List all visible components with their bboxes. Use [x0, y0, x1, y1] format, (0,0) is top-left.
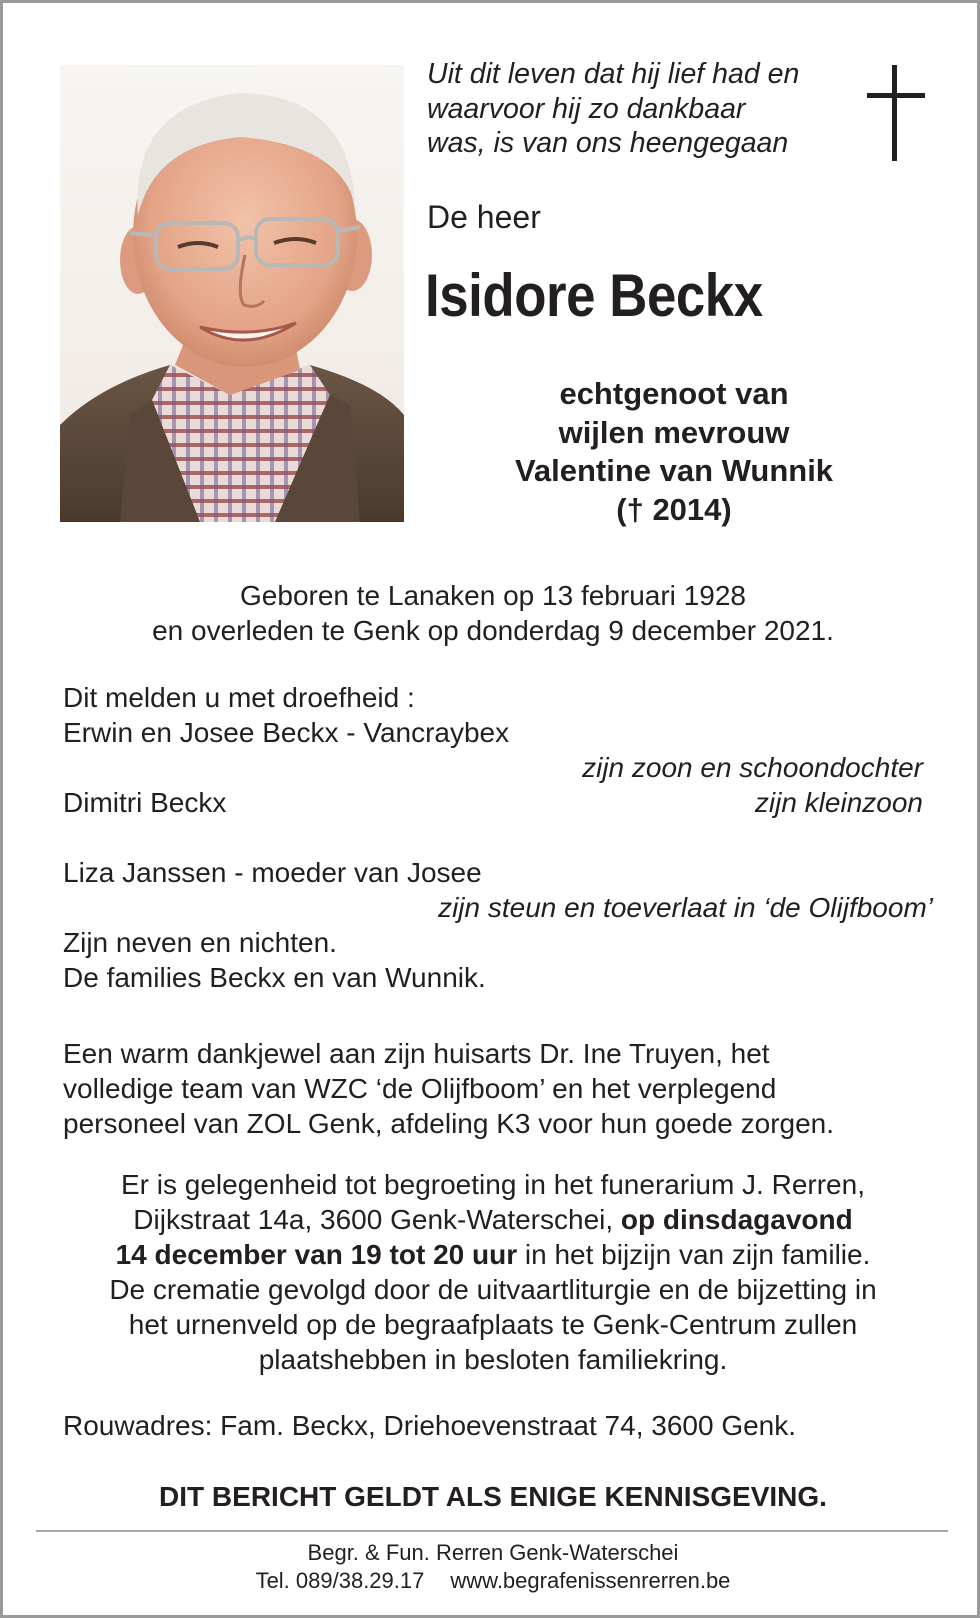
memorial-verse: Uit dit leven dat hij lief had en waarvoor hij zo dankbaar was, is van ons heengegaan	[427, 58, 800, 159]
family-member-name: Erwin en Josee Beckx - Vancraybex	[63, 717, 510, 748]
visitation-line	[43, 1237, 943, 1272]
visitation-line	[43, 1202, 943, 1237]
visitation-line: De crematie gevolgd door de uitvaartliturgie en de bijzetting in	[109, 1274, 877, 1305]
death-line: en overleden te Genk op donderdag 9 december 2021.	[152, 615, 834, 646]
mourning-address: Rouwadres: Fam. Beckx, Driehoevenstraat 74, 3600 Genk.	[63, 1410, 797, 1441]
birth-death-dates	[43, 578, 943, 648]
visitation-text: in het bijzijn van zijn familie.	[517, 1239, 871, 1270]
funeral-home-phone: Tel. 089/38.29.17	[255, 1568, 425, 1593]
family-announcement	[63, 680, 933, 995]
deceased-name: Isidore Beckx	[425, 262, 763, 329]
visitation-paragraph	[43, 1167, 943, 1377]
family-member-name: Liza Janssen - moeder van Josee	[63, 857, 482, 888]
family-member-name: Dimitri Beckx	[63, 787, 227, 818]
announce-intro: Dit melden u met droefheid :	[63, 682, 415, 713]
family-member-row	[63, 785, 923, 820]
portrait-illustration	[60, 65, 404, 522]
spouse-line: Valentine van Wunnik	[514, 453, 834, 488]
spouse-line: echtgenoot van	[559, 376, 789, 411]
relatives-line: Zijn neven en nichten.	[63, 927, 337, 958]
thanks-line: volledige team van WZC ‘de Olijfboom’ en het verplegend	[63, 1073, 777, 1104]
visitation-day: op dinsdagavond	[620, 1204, 853, 1235]
visitation-line: Er is gelegenheid tot begroeting in het funerarium J. Rerren,	[121, 1169, 865, 1200]
funeral-home-footer	[43, 1539, 943, 1595]
visitation-address: Dijkstraat 14a, 3600 Genk-Waterschei,	[133, 1204, 621, 1235]
thanks-line: personeel van ZOL Genk, afdeling K3 voor hun goede zorgen.	[63, 1108, 835, 1139]
visitation-line: plaatshebben in besloten familiekring.	[258, 1344, 728, 1375]
birth-line: Geboren te Lanaken op 13 februari 1928	[240, 580, 746, 611]
family-member-relation: zijn steun en toeverlaat in ‘de Olijfboom’	[438, 892, 933, 923]
spouse-line: († 2014)	[616, 491, 732, 527]
funeral-home-website: www.begrafenissenrerren.be	[450, 1568, 731, 1593]
cross-icon	[867, 65, 925, 161]
portrait-photo	[60, 65, 404, 522]
visitation-time: 14 december van 19 tot 20 uur	[115, 1239, 518, 1270]
spouse-info	[427, 375, 921, 529]
funeral-home-contact	[43, 1567, 943, 1595]
notice-statement: DIT BERICHT GELDT ALS ENIGE KENNISGEVING.	[159, 1481, 827, 1512]
thanks-line: Een warm dankjewel aan zijn huisarts Dr. Ine Truyen, het	[63, 1038, 770, 1069]
family-member-relation: zijn zoon en schoondochter	[582, 752, 923, 783]
family-member-relation: zijn kleinzoon	[754, 787, 923, 818]
thanks-paragraph	[63, 1036, 943, 1141]
honorific: De heer	[427, 199, 541, 235]
visitation-line: het urnenveld op de begraafplaats te Genk-Centrum zullen	[128, 1309, 858, 1340]
spouse-line: wijlen mevrouw	[558, 414, 790, 450]
funeral-home-name: Begr. & Fun. Rerren Genk-Waterschei	[307, 1540, 679, 1565]
families-line: De families Beckx en van Wunnik.	[63, 962, 486, 993]
footer-divider	[36, 1530, 948, 1532]
